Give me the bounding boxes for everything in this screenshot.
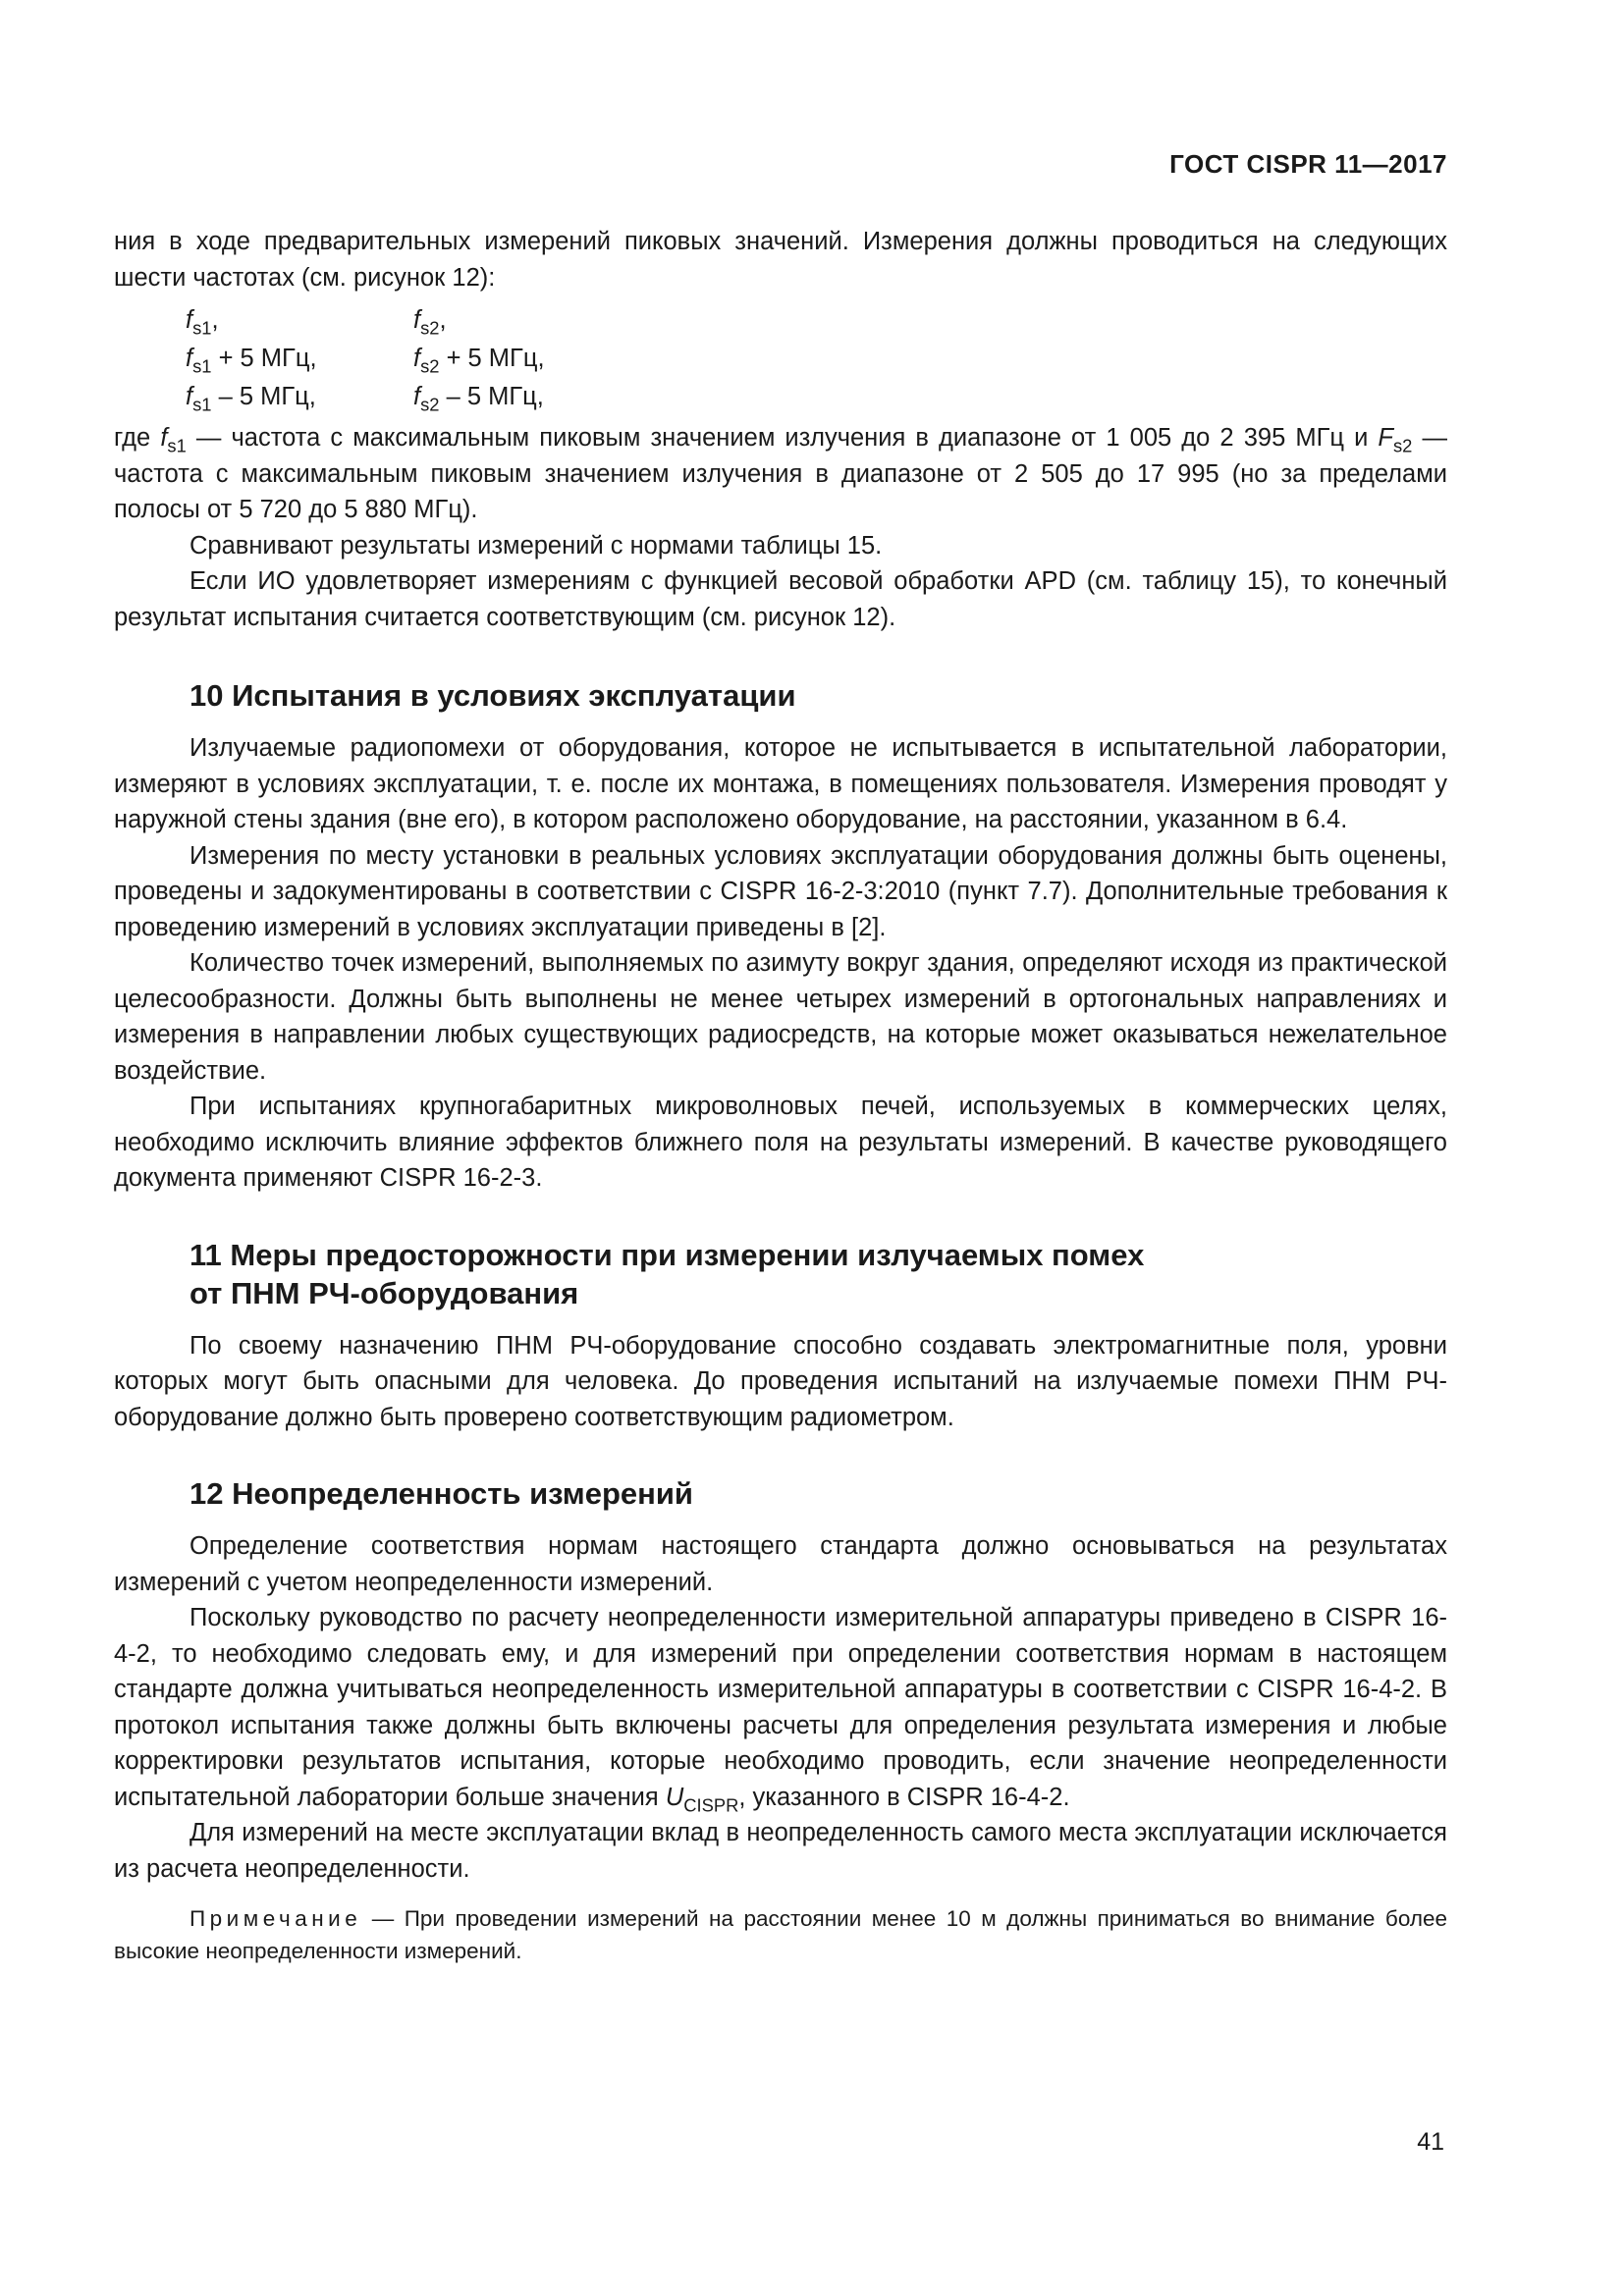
frequency-item: $f_{s1} + 5$ МГц, xyxy=(186,345,317,377)
note-text: — При проведении измерений на расстоянии менее 10 м должны приниматься во внимание более высокие неопределенности измерений. xyxy=(114,1906,1447,1963)
page-number: 41 xyxy=(1417,2128,1444,2156)
where-paragraph: где $f_{s1}$ — частота с максимальным пиковым значением излучения в диапазоне от 1 005 до 2 395 МГц и $F_{s2}$ — частота с максимальным пиковым значением излучения в диапазоне от 2 505 до 17 995 (но за пределами полосы от 5 720 до 5 880 МГц). xyxy=(114,424,1447,523)
section-10-paragraph-1: Излучаемые радиопомехи от оборудования, которое не испытывается в испытательной лаборатории, измеряют в условиях эксплуатации, т. е. после их монтажа, в помещениях пользователя. Измерения проводят у наружной стены здания (вне его), в котором расположено оборудование, на расстоянии, указанном в 6.4. xyxy=(114,734,1447,833)
section-11-title: 11 Меры предосторожности при измерении излучаемых помех от ПНМ РЧ-оборудования xyxy=(189,1237,1145,1310)
frequency-row xyxy=(186,301,1447,340)
frequency-list xyxy=(186,301,1447,416)
section-12-paragraph-1: Определение соответствия нормам настоящего стандарта должно основываться на результатах измерений с учетом неопределенности измерений. xyxy=(114,1532,1447,1596)
note xyxy=(114,1902,1447,1967)
apd-paragraph: Если ИО удовлетворяет измерениям с функцией весовой обработки APD (см. таблицу 15), то конечный результат испытания считается соответствующим (см. рисунок 12). xyxy=(114,567,1447,631)
section-12-paragraph-2: Поскольку руководство по расчету неопределенности измерительной аппаратуры приведено в CISPR 16-4-2, то необходимо следовать ему, и для измерений при определении соответствия нормам в настоящем стандарте должна учитываться неопределенность измерительной аппаратуры в соответствии с CISPR 16-4-2. В протокол испытания также должны быть включены расчеты для определения результата измерения и любые корректировки результатов испытания, которые необходимо проводить, если значение неопределенности испытательной лаборатории больше значения $U_{CISPR}$, указанного в CISPR 16-4-2. xyxy=(114,1604,1447,1815)
section-10-paragraph-3: Количество точек измерений, выполняемых по азимуту вокруг здания, определяют исходя из практической целесообразности. Должны быть выполнены не менее четырех измерений в ортогональных направлениях и измерения в направлении любых существующих радиосредств, на которые может оказываться нежелательное воздействие. xyxy=(114,949,1447,1085)
intro-paragraph: ния в ходе предварительных измерений пиковых значений. Измерения должны проводиться на следующих шести частотах (см. рисунок 12): xyxy=(114,228,1447,292)
section-10-title: 10 Испытания в условиях эксплуатации xyxy=(189,678,796,713)
section-10-paragraph-4: При испытаниях крупногабаритных микроволновых печей, используемых в коммерческих целях, необходимо исключить влияние эффектов ближнего поля на результаты измерений. В качестве руководящего документа применяют CISPR 16-2-3. xyxy=(114,1093,1447,1192)
frequency-item: $f_{s2}$, xyxy=(413,306,447,339)
section-12-paragraph-3: Для измерений на месте эксплуатации вклад в неопределенность самого места эксплуатации исключается из расчета неопределенности. xyxy=(114,1819,1447,1883)
frequency-row xyxy=(186,340,1447,378)
section-11-paragraph-1: По своему назначению ПНМ РЧ-оборудование способно создавать электромагнитные поля, уровни которых могут быть опасными для человека. До проведения испытаний на излучаемые помехи ПНМ РЧ-оборудование должно быть проверено соответствующим радиометром. xyxy=(114,1331,1447,1431)
frequency-item: $f_{s2} + 5$ МГц, xyxy=(413,345,545,377)
compare-paragraph: Сравнивают результаты измерений с нормами таблицы 15. xyxy=(189,531,883,560)
document-header: ГОСТ CISPR 11—2017 xyxy=(1169,149,1447,179)
section-12-title: 12 Неопределенность измерений xyxy=(189,1476,693,1511)
frequency-row xyxy=(186,378,1447,416)
note-label: Примечание xyxy=(189,1906,362,1931)
section-10-paragraph-2: Измерения по месту установки в реальных условиях эксплуатации оборудования должны быть оценены, проведены и задокументированы в соответствии с CISPR 16-2-3:2010 (пункт 7.7). Дополнительные требования к проведению измерений в условиях эксплуатации приведены в [2]. xyxy=(114,841,1447,941)
frequency-item: $f_{s1} - 5$ МГц, xyxy=(186,383,316,415)
frequency-item: $f_{s2} - 5$ МГц, xyxy=(413,383,544,415)
frequency-item: $f_{s1}$, xyxy=(186,306,219,339)
page-body xyxy=(114,224,1447,1990)
